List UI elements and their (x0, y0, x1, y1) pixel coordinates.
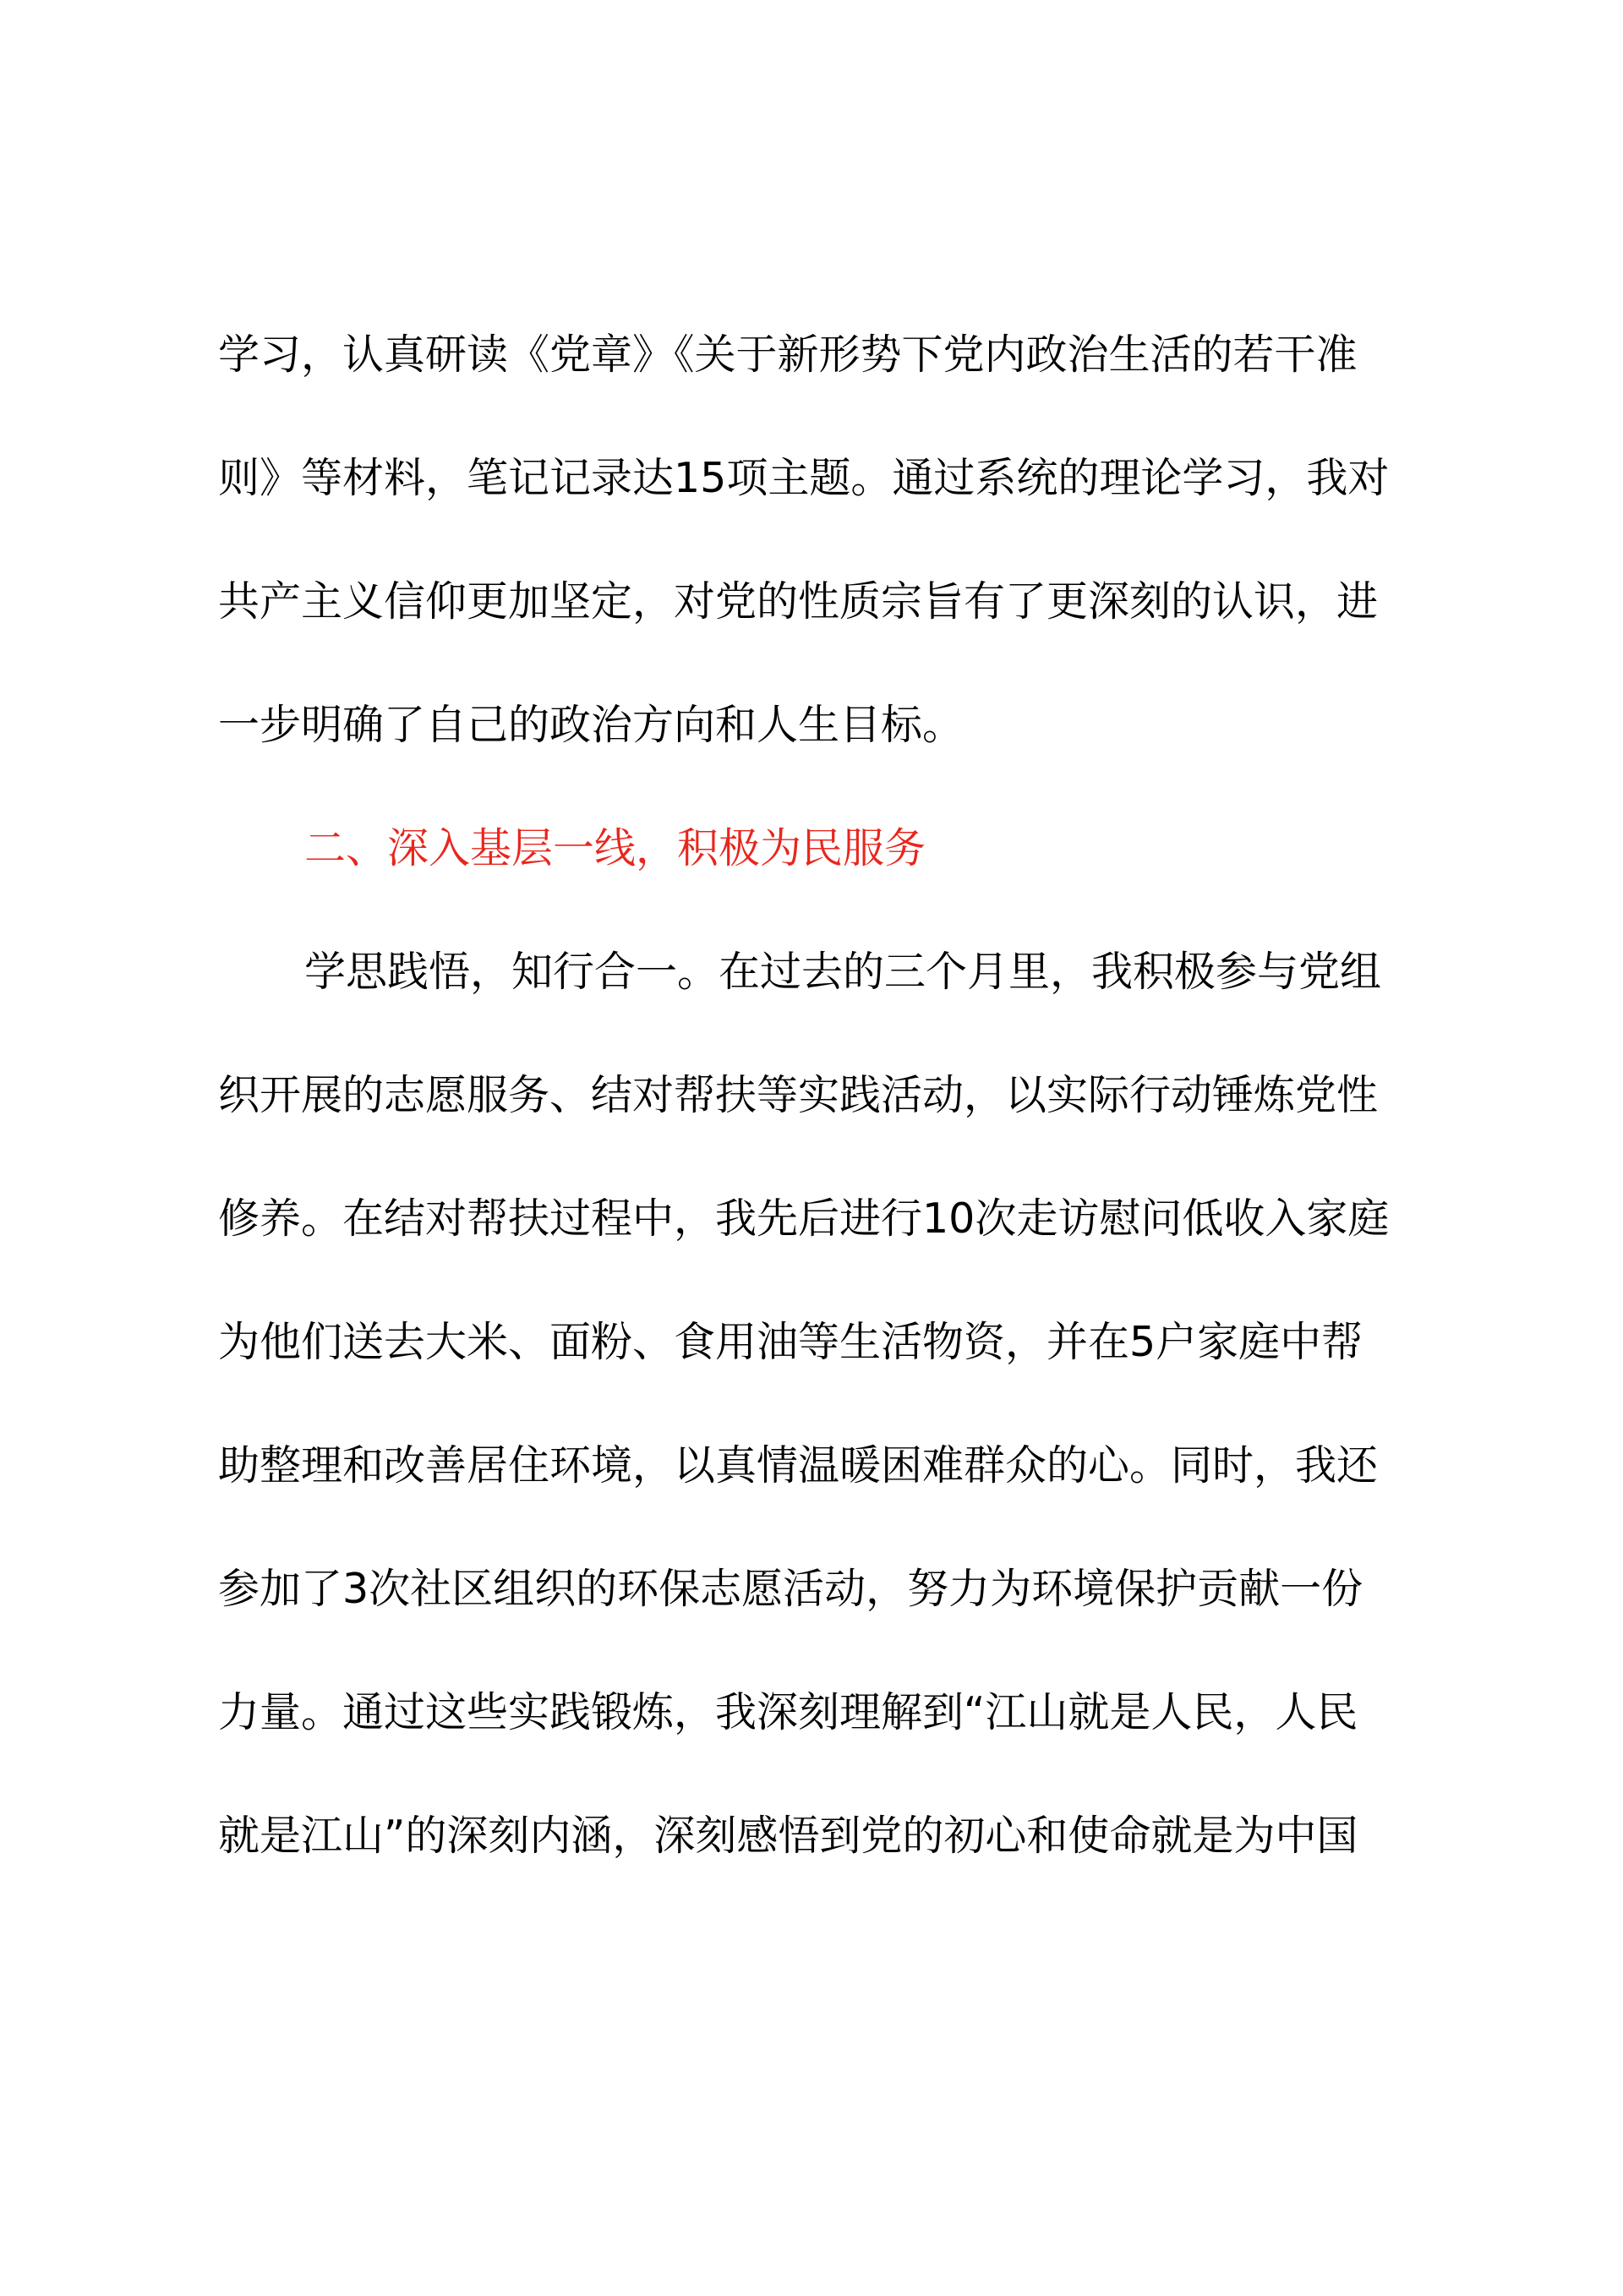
paragraph-2-line-3: 修养。在结对帮扶过程中，我先后进行10次走访慰问低收入家庭 (218, 1194, 1390, 1243)
paragraph-1-line-2: 则》等材料，笔记记录达15项主题。通过系统的理论学习，我对 (218, 454, 1390, 502)
paragraph-2-line-8: 就是江山”的深刻内涵，深刻感悟到党的初心和使命就是为中国 (218, 1812, 1358, 1860)
paragraph-1-line-4: 一步明确了自己的政治方向和人生目标。 (218, 701, 965, 749)
paragraph-2-line-2: 织开展的志愿服务、结对帮扶等实践活动，以实际行动锤炼党性 (218, 1071, 1379, 1119)
paragraph-2-line-1: 学思践悟，知行合一。在过去的三个月里，我积极参与党组 (304, 948, 1382, 996)
paragraph-1-line-1: 学习，认真研读《党章》《关于新形势下党内政治生活的若干准 (218, 331, 1358, 379)
paragraph-2-line-6: 参加了3次社区组织的环保志愿活动，努力为环境保护贡献一份 (218, 1565, 1363, 1613)
section-2-heading: 二、深入基层一线，积极为民服务 (304, 824, 926, 872)
paragraph-2-line-5: 助整理和改善居住环境，以真情温暖困难群众的心。同时，我还 (218, 1441, 1379, 1490)
paragraph-1-line-3: 共产主义信仰更加坚定，对党的性质宗旨有了更深刻的认识，进 (218, 577, 1379, 626)
paragraph-2-line-4: 为他们送去大米、面粉、食用油等生活物资，并在5户家庭中帮 (218, 1318, 1363, 1366)
paragraph-2-line-7: 力量。通过这些实践锻炼，我深刻理解到“江山就是人民，人民 (218, 1688, 1358, 1736)
